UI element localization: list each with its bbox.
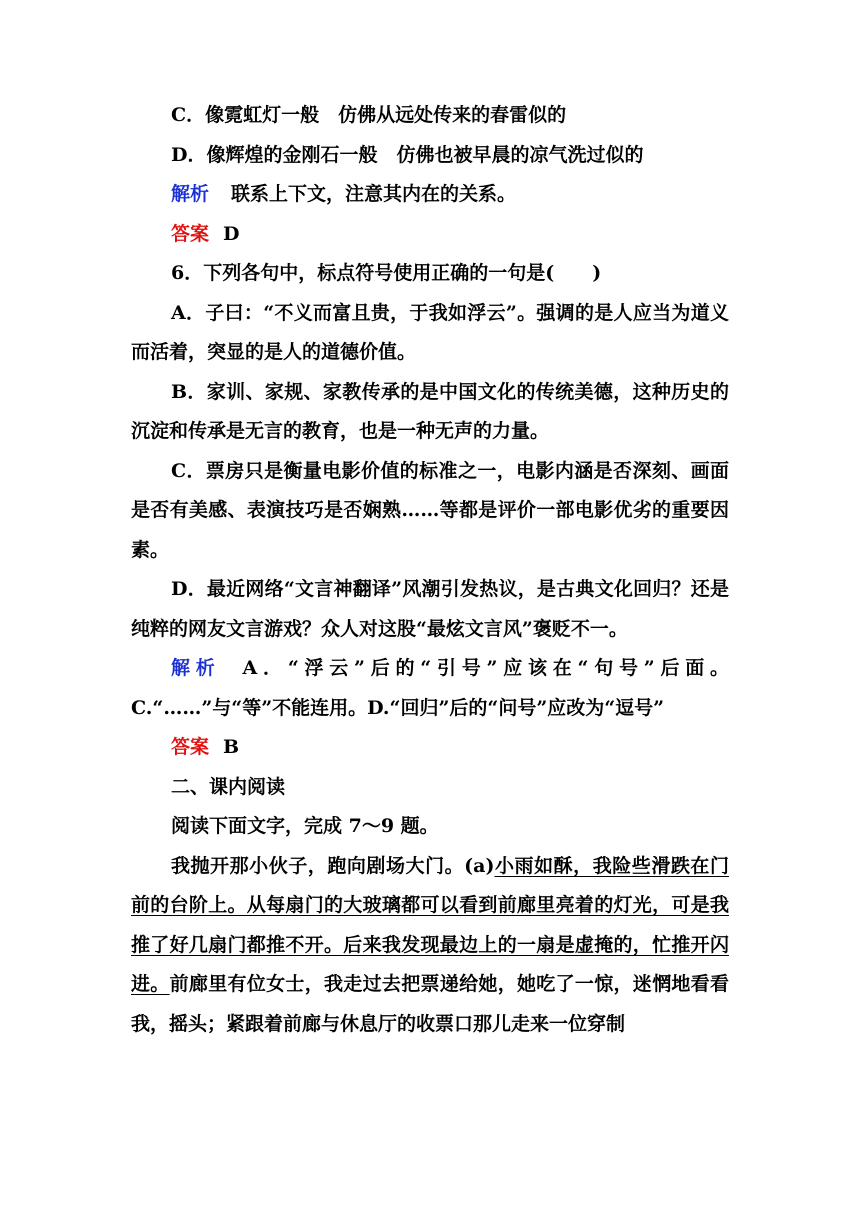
- passage-rest: 前廊里有位女士，我走过去把票递给她，她吃了一惊，迷惘地看看我，摇头；紧跟着前廊与休息厅的收票口那儿走来一位穿制: [131, 973, 729, 1035]
- answer-label: 答案: [171, 736, 210, 758]
- document-body: [131, 96, 729, 1044]
- passage-lead: 我抛开那小伙子，跑向剧场大门。: [171, 854, 465, 877]
- question-6-option-a: A．子曰：“不义而富且贵，于我如浮云”。强调的是人应当为道义而活着，突显的是人的道德价值。: [131, 301, 729, 363]
- analysis-label: 解析: [171, 657, 221, 679]
- answer-prev: [131, 215, 729, 255]
- analysis-text: 联系上下文，注意其内在的关系。: [231, 183, 517, 205]
- reading-instruction: 阅读下面文字，完成 7～9 题。: [171, 815, 439, 837]
- analysis-text: A．“浮云”后的“引号”应该在“句号”后面。C.“……”与“等”不能连用。D.“回归”后的“问号”应改为“逗号”: [131, 657, 729, 719]
- question-6-option-b: B．家训、家规、家教传承的是中国文化的传统美德，这种历史的沉淀和传承是无言的教育，也是一种无声的力量。: [131, 380, 729, 442]
- question-6-answer: [131, 728, 729, 768]
- answer-value: D: [223, 222, 240, 245]
- option-d-prev: D．像辉煌的金刚石一般 仿佛也被早晨的凉气洗过似的: [171, 143, 644, 166]
- analysis-label: 解析: [171, 183, 210, 205]
- question-6-option-d: D．最近网络“文言神翻译”风潮引发热议，是古典文化回归？还是纯粹的网友文言游戏？众人对这股“最炫文言风”褒贬不一。: [131, 578, 729, 640]
- option-c-prev: C．像霓虹灯一般 仿佛从远处传来的春雷似的: [171, 104, 567, 126]
- question-6-analysis: [131, 649, 729, 728]
- answer-label: 答案: [171, 222, 210, 245]
- answer-value: B: [223, 736, 240, 758]
- question-6-stem: 6．下列各句中，标点符号使用正确的一句是( ): [171, 262, 602, 284]
- passage-marker: (a): [464, 854, 495, 877]
- reading-passage: [131, 847, 729, 1045]
- analysis-prev: [131, 175, 729, 215]
- section-title: 二、课内阅读: [171, 775, 286, 798]
- question-6-option-c: C．票房只是衡量电影价值的标准之一，电影内涵是否深刻、画面是否有美感、表演技巧是否娴熟……等都是评价一部电影优劣的重要因素。: [131, 459, 729, 561]
- passage-underlined: 小雨如酥，我险些滑跌在门前的台阶上。从每扇门的大玻璃都可以看到前廊里亮着的灯光，可是我推了好几扇门都推不开。后来我发现最边上的一扇是虚掩的，忙推开闪进。: [131, 854, 729, 995]
